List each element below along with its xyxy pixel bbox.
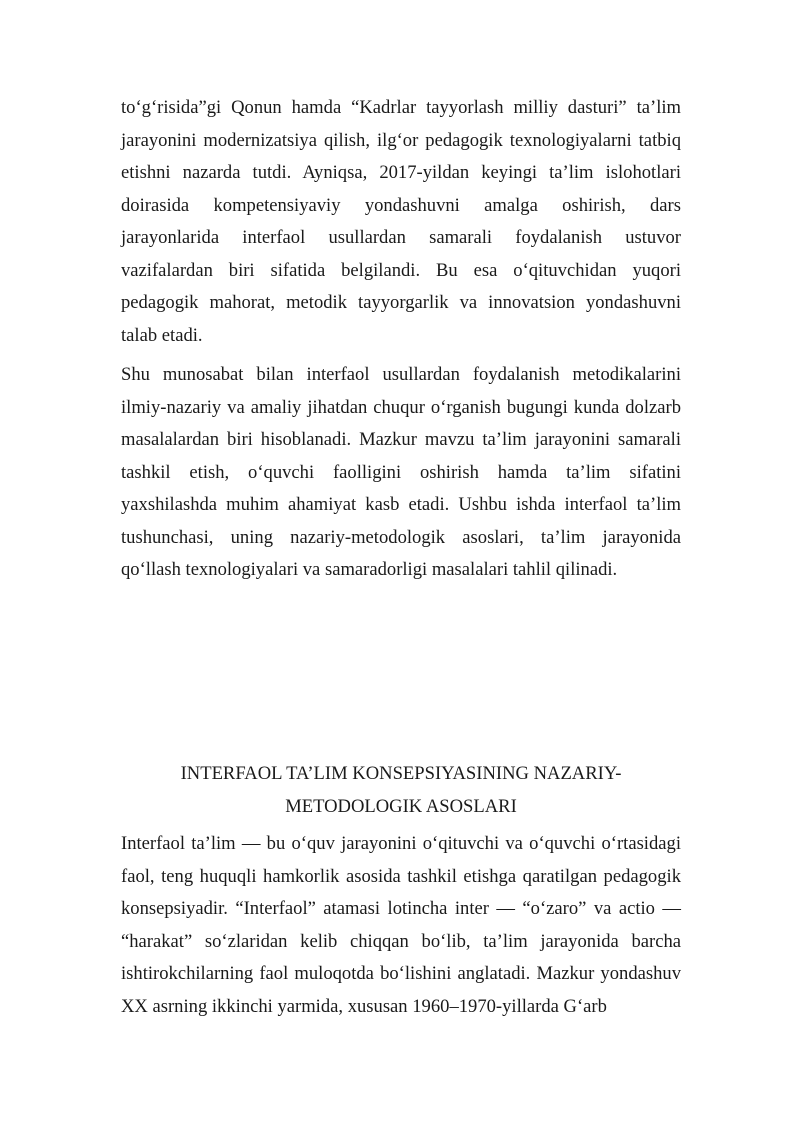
body-paragraph-1: to‘g‘risida”gi Qonun hamda “Kadrlar tayyorlash milliy dasturi” ta’lim jarayonini modernizatsiya qilish, ilg‘or pedagogik texnologiyalarni tatbiq etishni nazarda tutdi. Ayniqsa, 2017-yildan keyingi ta’lim islohotlari doirasida kompetensiyaviy yondashuvni amalga oshirish, dars jarayonlarida interfaol usullardan samarali foydalanish ustuvor vazifalardan biri sifatida belgilandi. Bu esa o‘qituvchidan yuqori pedagogik mahorat, metodik tayyorgarlik va innovatsion yondashuvni talab etadi. xyxy=(121,97,681,346)
body-paragraph-3: Interfaol ta’lim — bu o‘quv jarayonini o‘qituvchi va o‘quvchi o‘rtasidagi faol, teng huquqli hamkorlik asosida tashkil etishga qaratilgan pedagogik konsepsiyadir. “Interfaol” atamasi lotincha inter — “o‘zaro” va actio — “harakat” so‘zlaridan kelib chiqqan bo‘lib, ta’lim jarayonida barcha ishtirokchilarning faol muloqotda bo‘lishini anglatadi. Mazkur yondashuv XX asrning ikkinchi yarmida, xususan 1960–1970-yillarda G‘arb xyxy=(121,833,681,1017)
section-heading: INTERFAOL TA’LIM KONSEPSIYASINING NAZARIY-METODOLOGIK ASOSLARI xyxy=(180,763,622,817)
body-paragraph-2: Shu munosabat bilan interfaol usullardan foydalanish metodikalarini ilmiy-nazariy va amaliy jihatdan chuqur o‘rganish bugungi kunda dolzarb masalalardan biri hisoblanadi. Mazkur mavzu ta’lim jarayonini samarali tashkil etish, o‘quvchi faolligini oshirish hamda ta’lim sifatini yaxshilashda muhim ahamiyat kasb etadi. Ushbu ishda interfaol ta’lim tushunchasi, uning nazariy-metodologik asoslari, ta’lim jarayonida qo‘llash texnologiyalari va samaradorligi masalalari tahlil qilinadi. xyxy=(121,364,681,580)
